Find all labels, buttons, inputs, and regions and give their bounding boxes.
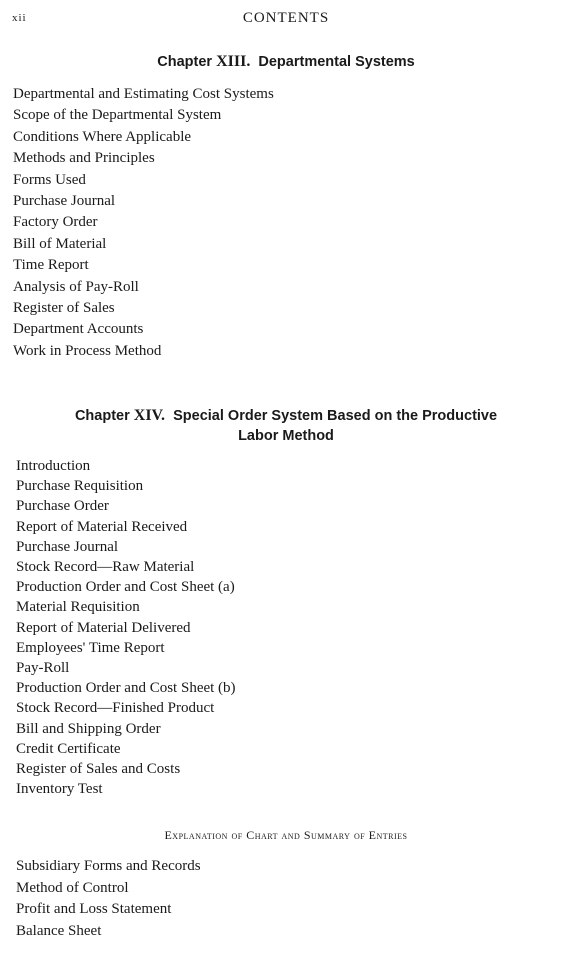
- toc-entry: Material Requisition: [16, 599, 140, 616]
- running-title: CONTENTS: [242, 10, 330, 26]
- chapter-14-heading-line1: [16, 406, 556, 426]
- toc-entry: Method of Control: [16, 879, 129, 896]
- toc-entry: Purchase Requisition: [16, 478, 144, 495]
- explanation-entries: [16, 856, 201, 942]
- toc-entry: Employees' Time Report: [16, 639, 165, 656]
- toc-entry: Purchase Journal: [16, 538, 119, 555]
- running-head: [12, 10, 560, 32]
- chapter-14-label: Chapter: [74, 408, 130, 424]
- toc-entry: Stock Record—Finished Product: [16, 700, 215, 717]
- toc-entry: Profit and Loss Statement: [16, 901, 172, 917]
- toc-entry: Balance Sheet: [16, 922, 102, 939]
- toc-entry: Purchase Order: [16, 498, 109, 515]
- chapter-13-title: Departmental Systems: [258, 54, 415, 70]
- toc-entry: Credit Certificate: [16, 740, 121, 757]
- toc-entry: Factory Order: [13, 214, 98, 231]
- toc-entry: Purchase Journal: [13, 193, 116, 210]
- toc-entry: Work in Process Method: [13, 342, 162, 359]
- chapter-13-number: XIII.: [216, 53, 251, 70]
- toc-entry: Report of Material Delivered: [16, 619, 191, 636]
- explanation-heading: Explanation of Chart and Summary of Entries: [164, 828, 408, 842]
- toc-entry: Inventory Test: [16, 781, 103, 798]
- chapter-14-entries: [16, 456, 236, 799]
- toc-entry: Analysis of Pay-Roll: [13, 278, 139, 295]
- chapter-13-label: Chapter: [157, 54, 213, 70]
- toc-entry: Methods and Principles: [13, 150, 155, 167]
- toc-entry: Introduction: [16, 458, 91, 474]
- toc-entry: Bill and Shipping Order: [16, 720, 161, 737]
- toc-entry: Department Accounts: [13, 321, 144, 338]
- toc-entry: Time Report: [13, 257, 89, 274]
- toc-entry: Scope of the Departmental System: [13, 107, 222, 124]
- toc-entry: Production Order and Cost Sheet (a): [16, 579, 235, 596]
- page-number: xii: [12, 12, 27, 24]
- toc-entry: Bill of Material: [13, 235, 107, 252]
- toc-entry: Subsidiary Forms and Records: [16, 858, 201, 874]
- chapter-13-entries: [13, 84, 274, 362]
- chapter-14-heading: [16, 406, 556, 446]
- toc-entry: Stock Record—Raw Material: [16, 559, 195, 576]
- toc-entry: Forms Used: [13, 171, 86, 188]
- toc-entry: Register of Sales and Costs: [16, 761, 181, 778]
- toc-entry: Conditions Where Applicable: [13, 128, 192, 145]
- chapter-13-heading: [0, 52, 572, 72]
- chapter-14-number: XIV.: [133, 407, 166, 424]
- toc-entry: Register of Sales: [13, 300, 115, 317]
- toc-entry: Report of Material Received: [16, 518, 188, 535]
- chapter-14-title-line1: Special Order System Based on the Productive: [173, 408, 498, 424]
- toc-entry: Pay-Roll: [16, 660, 70, 677]
- toc-entry: Production Order and Cost Sheet (b): [16, 680, 236, 697]
- toc-entry: Departmental and Estimating Cost Systems: [13, 86, 274, 102]
- chapter-14-title-line2: Labor Method: [238, 428, 334, 444]
